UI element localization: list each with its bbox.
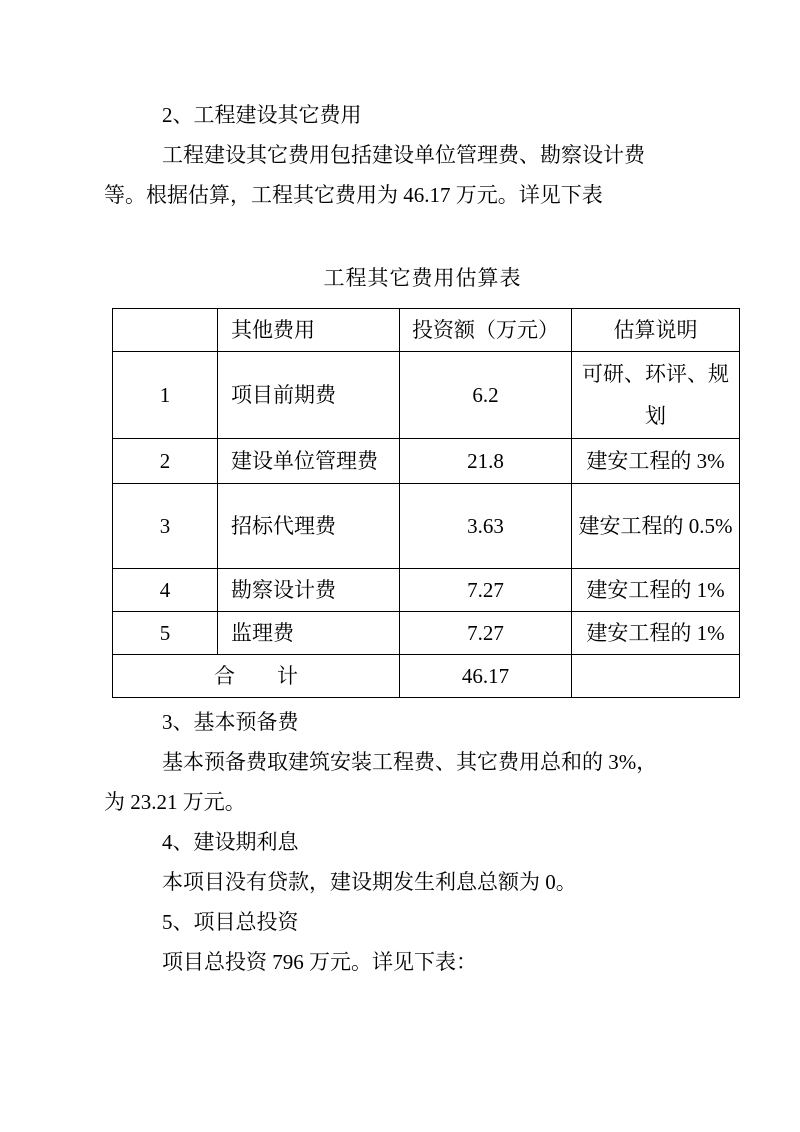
cell-amount: 6.2 <box>400 352 572 439</box>
table-row <box>113 569 740 612</box>
section-5-paragraph-line-1: 项目总投资 796 万元。详见下表： <box>162 950 477 974</box>
table-total-row <box>113 655 740 698</box>
header-cell-empty <box>113 309 218 352</box>
cell-row-number: 2 <box>113 439 218 484</box>
total-amount-cell: 46.17 <box>400 655 572 698</box>
cell-amount: 3.63 <box>400 484 572 569</box>
total-note-cell <box>572 655 740 698</box>
header-cell-fee-name: 其他费用 <box>218 309 400 352</box>
table-row <box>113 484 740 569</box>
table-row <box>113 439 740 484</box>
cell-fee-name: 监理费 <box>218 612 400 655</box>
cell-fee-name: 勘察设计费 <box>218 569 400 612</box>
cell-amount: 7.27 <box>400 569 572 612</box>
section-4-heading: 4、建设期利息 <box>162 830 299 854</box>
table-row <box>113 352 740 439</box>
header-cell-amount: 投资额（万元） <box>400 309 572 352</box>
other-costs-estimate-table <box>112 308 740 698</box>
table-row <box>113 612 740 655</box>
cell-note: 建安工程的 1% <box>572 569 740 612</box>
cell-note: 建安工程的 1% <box>572 612 740 655</box>
cell-note: 可研、环评、规划 <box>572 352 740 439</box>
cell-row-number: 1 <box>113 352 218 439</box>
cell-amount: 21.8 <box>400 439 572 484</box>
section-2-paragraph-line-1: 工程建设其它费用包括建设单位管理费、勘察设计费 <box>162 143 645 167</box>
section-3-paragraph-line-2: 为 23.21 万元。 <box>104 790 246 814</box>
cell-note: 建安工程的 3% <box>572 439 740 484</box>
header-cell-note: 估算说明 <box>572 309 740 352</box>
cell-fee-name: 建设单位管理费 <box>218 439 400 484</box>
cell-row-number: 5 <box>113 612 218 655</box>
section-2-paragraph-line-2: 等。根据估算，工程其它费用为 46.17 万元。详见下表 <box>104 183 603 207</box>
cell-fee-name: 项目前期费 <box>218 352 400 439</box>
section-5-heading: 5、项目总投资 <box>162 910 299 934</box>
section-2-heading: 2、工程建设其它费用 <box>162 103 362 127</box>
cell-amount: 7.27 <box>400 612 572 655</box>
section-3-paragraph-line-1: 基本预备费取建筑安装工程费、其它费用总和的 3%， <box>162 750 658 774</box>
section-3-heading: 3、基本预备费 <box>162 710 299 734</box>
section-4-paragraph-line-1: 本项目没有贷款，建设期发生利息总额为 0。 <box>162 870 577 894</box>
cell-note: 建安工程的 0.5% <box>572 484 740 569</box>
cell-fee-name: 招标代理费 <box>218 484 400 569</box>
cell-row-number: 4 <box>113 569 218 612</box>
cell-row-number: 3 <box>113 484 218 569</box>
total-label-cell: 合 计 <box>113 655 400 698</box>
table-header-row <box>113 309 740 352</box>
table-title: 工程其它费用估算表 <box>323 266 522 290</box>
